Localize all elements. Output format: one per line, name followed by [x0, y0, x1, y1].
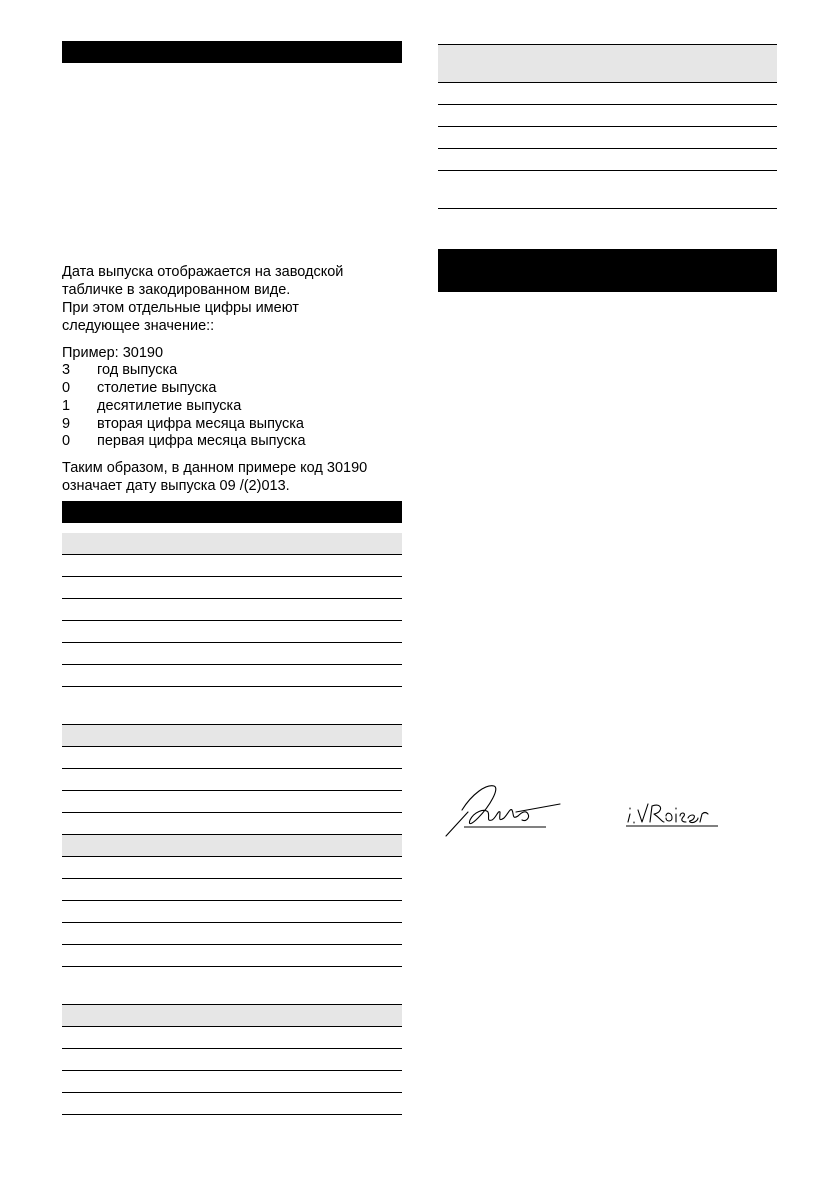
table-section-band	[62, 533, 402, 554]
table-rule	[438, 126, 777, 127]
table-rule	[438, 82, 777, 83]
table-rule	[62, 554, 402, 555]
table-rule	[62, 790, 402, 791]
table-rule	[62, 1048, 402, 1049]
table-rule	[438, 148, 777, 149]
intro-line: табличке в закодированном виде.	[62, 282, 291, 298]
code-meaning: первая цифра месяца выпуска	[97, 433, 306, 449]
table-section-band	[62, 724, 402, 746]
conclusion-line: означает дату выпуска 09 /(2)013.	[62, 478, 290, 494]
table-rule	[62, 812, 402, 813]
signature-right	[622, 796, 722, 830]
table-rule	[62, 834, 402, 835]
table-rule	[62, 746, 402, 747]
tech-data-header-bar	[62, 501, 402, 523]
right-table-header-band	[438, 44, 777, 82]
table-rule	[62, 576, 402, 577]
intro-line: При этом отдельные цифры имеют	[62, 300, 299, 316]
section-header-bar-top	[62, 41, 402, 63]
code-meaning: десятилетие выпуска	[97, 398, 242, 414]
table-rule	[62, 620, 402, 621]
table-rule	[62, 878, 402, 879]
conclusion-line: Таким образом, в данном примере код 30190	[62, 460, 368, 476]
table-section-band	[62, 1004, 402, 1026]
table-rule	[62, 1092, 402, 1093]
code-digit: 9	[62, 416, 71, 432]
table-rule	[62, 1026, 402, 1027]
table-rule	[62, 664, 402, 665]
table-rule	[62, 724, 402, 725]
table-rule	[62, 642, 402, 643]
intro-line: следующее значение::	[62, 318, 215, 334]
code-digit: 0	[62, 433, 71, 449]
declaration-header-bar	[438, 249, 777, 292]
code-meaning: год выпуска	[97, 362, 178, 378]
table-rule	[62, 768, 402, 769]
table-rule	[62, 1114, 402, 1115]
signature-left	[442, 774, 564, 840]
table-rule	[62, 944, 402, 945]
table-rule	[62, 922, 402, 923]
code-digit: 1	[62, 398, 71, 414]
table-rule	[438, 208, 777, 209]
code-meaning: вторая цифра месяца выпуска	[97, 416, 305, 432]
table-rule	[438, 170, 777, 171]
table-rule	[62, 900, 402, 901]
table-rule	[438, 104, 777, 105]
table-rule	[438, 44, 777, 45]
table-rule	[62, 598, 402, 599]
code-digit: 3	[62, 362, 71, 378]
table-rule	[62, 856, 402, 857]
table-section-band	[62, 834, 402, 856]
intro-line: Дата выпуска отображается на заводской	[62, 264, 344, 280]
table-rule	[62, 1004, 402, 1005]
code-digit: 0	[62, 380, 71, 396]
example-title: Пример: 30190	[62, 345, 164, 361]
code-meaning: столетие выпуска	[97, 380, 217, 396]
table-rule	[62, 1070, 402, 1071]
table-rule	[62, 686, 402, 687]
table-rule	[62, 966, 402, 967]
